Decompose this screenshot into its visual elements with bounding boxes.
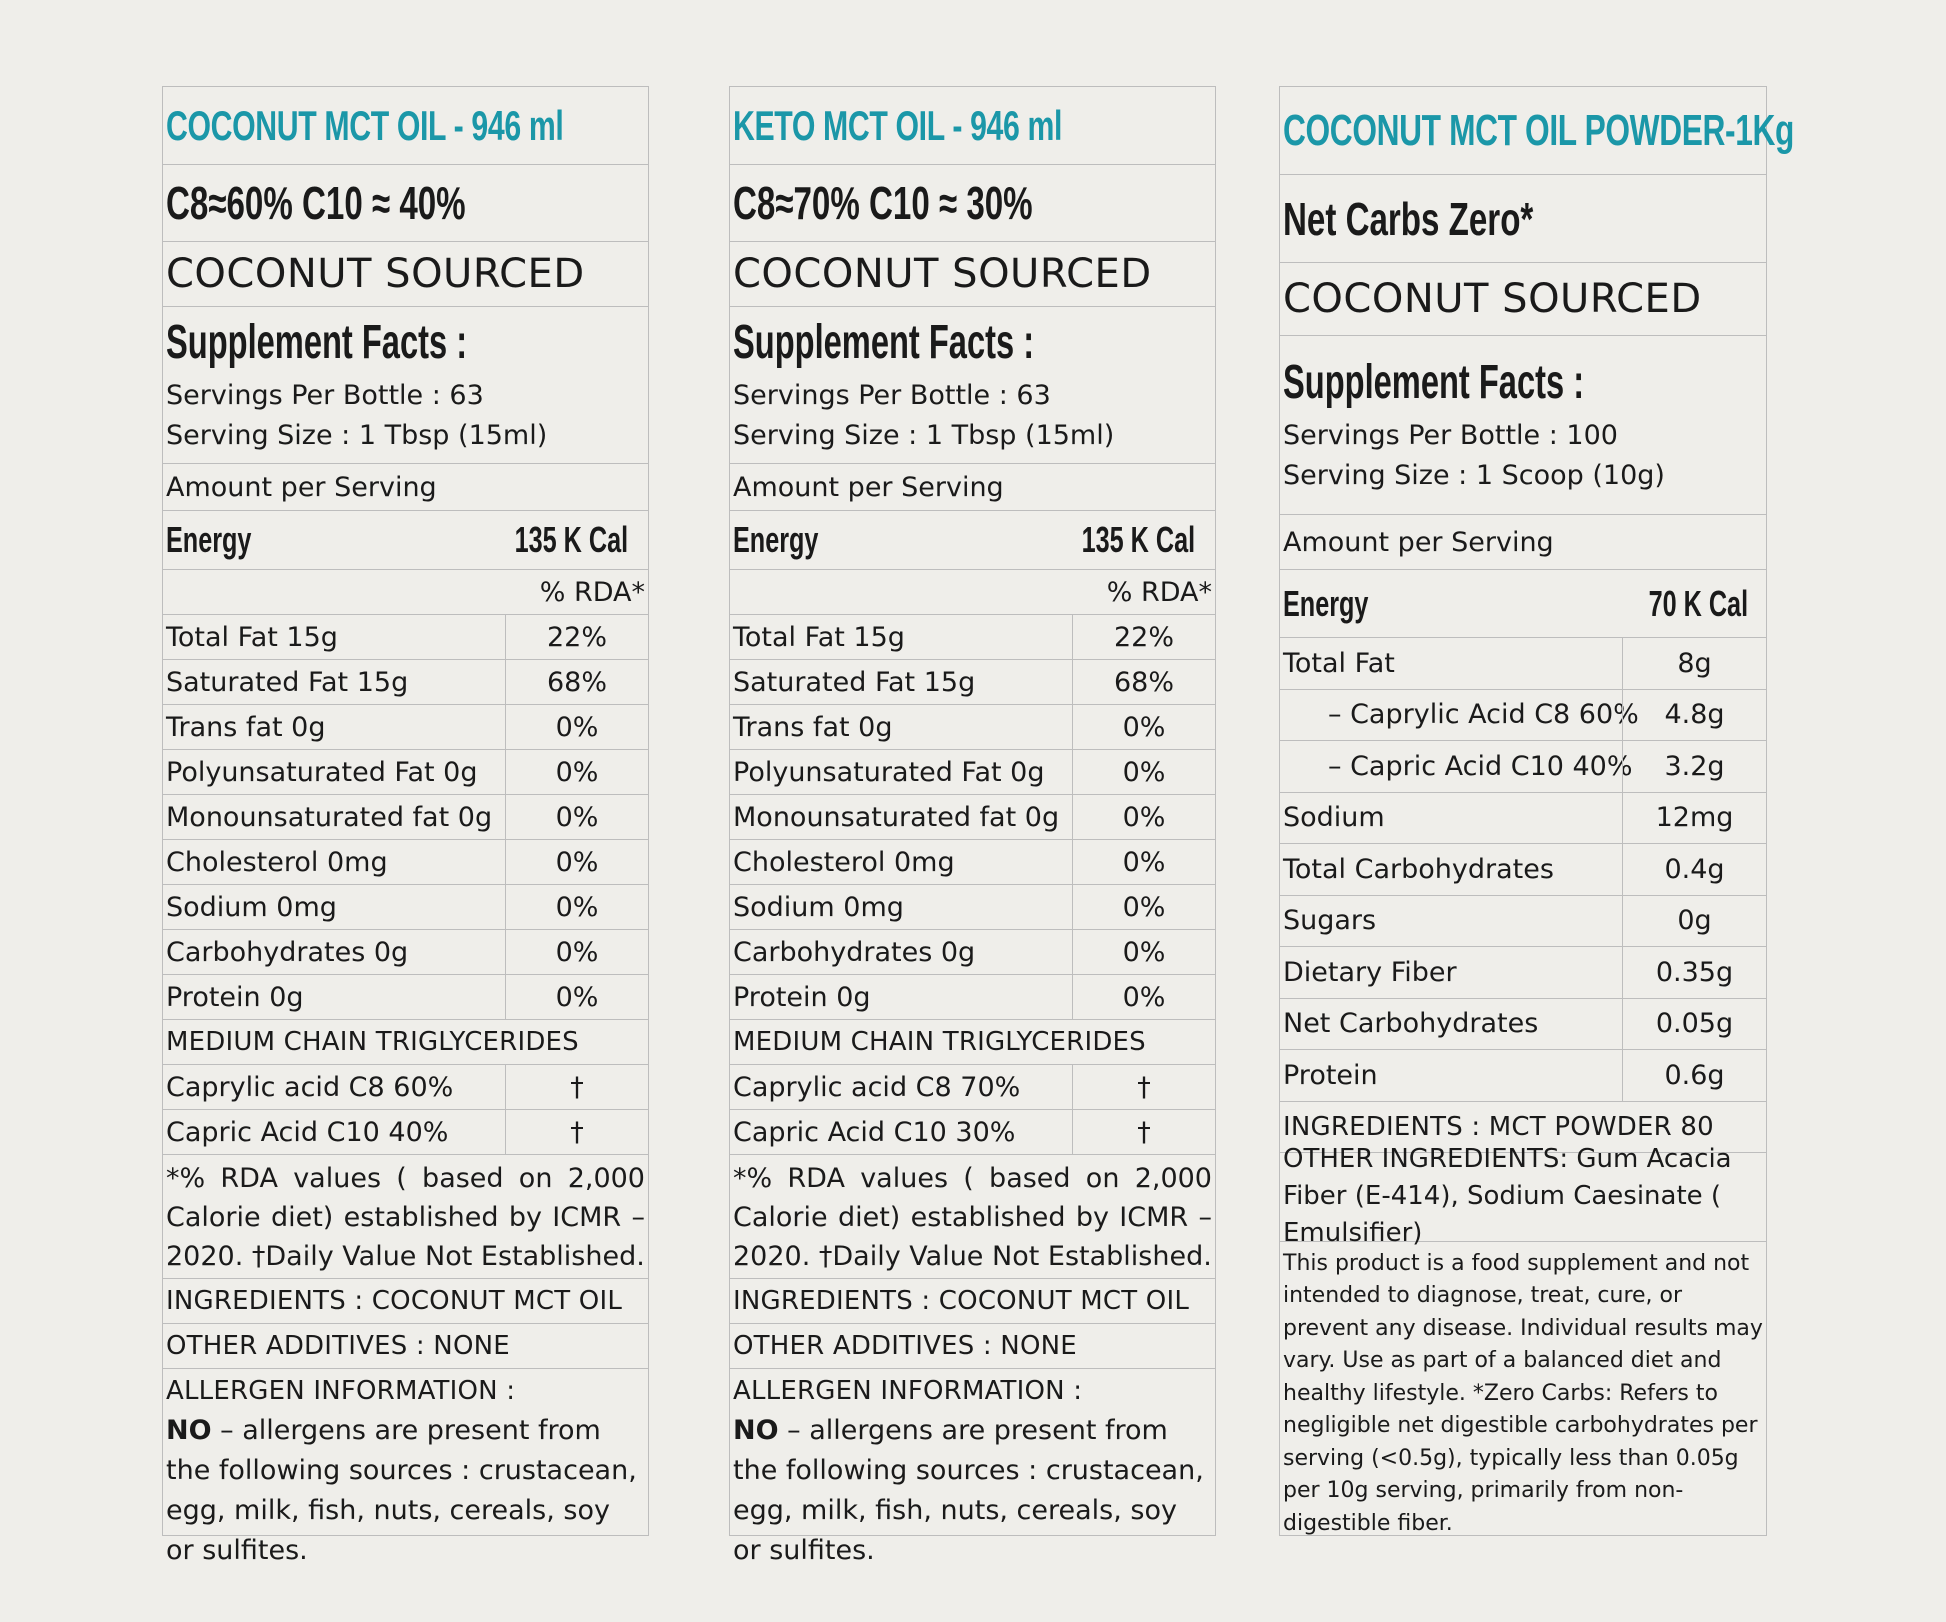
nutrient-name: Protein xyxy=(1283,1059,1378,1091)
dagger-mark: † xyxy=(1137,1116,1151,1148)
mct-row xyxy=(730,1110,1215,1155)
rda-note-row xyxy=(730,1155,1215,1279)
mct-name: Capric Acid C10 40% xyxy=(166,1116,449,1148)
nutrient-rda: 68% xyxy=(546,666,607,698)
mct-name: Caprylic acid C8 60% xyxy=(166,1071,454,1103)
serving-size: Serving Size : 1 Tbsp (15ml) xyxy=(166,419,548,451)
nutrient-row xyxy=(163,885,648,930)
allergen-statement xyxy=(733,1411,1212,1571)
disclaimer: This product is a food supplement and not intended to diagnose, treat, cure, or prevent any disease. Individual results may vary. Use as part of a balanced diet and healthy lifestyle. *Zero Carbs: Refers to negligible net digestible carbohydrates per serving (<0.5g), typically less than 0.05g per 10g serving, primarily from non-digestible fiber. xyxy=(1283,1250,1763,1536)
supplement-facts-block xyxy=(1280,336,1766,515)
panel-coconut-mct-oil-powder xyxy=(1279,86,1794,1536)
nutrient-row xyxy=(1280,844,1766,896)
allergen-heading: ALLERGEN INFORMATION : xyxy=(166,1376,516,1406)
panel-keto-mct-oil xyxy=(729,86,1216,1566)
nutrient-name: Total Carbohydrates xyxy=(1283,853,1554,885)
dagger-mark: † xyxy=(570,1116,584,1148)
nutrient-name: Saturated Fat 15g xyxy=(733,666,976,698)
energy-row xyxy=(1280,570,1766,638)
nutrient-row xyxy=(163,750,648,795)
rda-header: % RDA* xyxy=(1106,576,1212,608)
nutrient-row xyxy=(163,615,648,660)
energy-value: 135 K Cal xyxy=(1081,519,1195,560)
additives-row xyxy=(163,1324,648,1369)
rda-header-row xyxy=(730,570,1215,615)
c8-c10-ratio: C8≈70% C10 ≈ 30% xyxy=(733,177,1033,229)
mct-heading-row xyxy=(730,1020,1215,1065)
nutrient-rda: 0% xyxy=(555,711,599,743)
energy-row xyxy=(163,511,648,570)
nutrient-row xyxy=(163,930,648,975)
nutrient-row xyxy=(730,660,1215,705)
nutrient-rda: 0% xyxy=(555,801,599,833)
nutrient-rda: 0% xyxy=(555,936,599,968)
nutrient-name: Protein 0g xyxy=(166,981,304,1013)
nutrient-row xyxy=(730,750,1215,795)
mct-name: Capric Acid C10 30% xyxy=(733,1116,1016,1148)
energy-value: 70 K Cal xyxy=(1648,582,1748,624)
nutrient-name: Trans fat 0g xyxy=(166,711,326,743)
nutrient-rda: 0% xyxy=(1122,891,1166,923)
dagger-mark: † xyxy=(1137,1071,1151,1103)
nutrient-rda: 0% xyxy=(555,891,599,923)
nutrient-rda: 0% xyxy=(1122,981,1166,1013)
nutrient-rda: 0% xyxy=(1122,846,1166,878)
nutrient-name: Trans fat 0g xyxy=(733,711,893,743)
nutrient-name: Dietary Fiber xyxy=(1283,956,1457,988)
other-additives: OTHER ADDITIVES : NONE xyxy=(166,1331,510,1361)
allergen-statement xyxy=(166,1411,645,1571)
sourced-row xyxy=(730,242,1215,307)
mct-heading: MEDIUM CHAIN TRIGLYCERIDES xyxy=(166,1027,579,1057)
supplement-facts-heading: Supplement Facts : xyxy=(166,315,468,369)
amount-per-serving: Amount per Serving xyxy=(733,471,1004,503)
nutrient-amount: 12mg xyxy=(1655,802,1734,834)
servings-per-bottle: Servings Per Bottle : 100 xyxy=(1283,419,1618,451)
nutrient-row xyxy=(730,615,1215,660)
nutrient-row xyxy=(1280,690,1766,742)
serving-size: Serving Size : 1 Tbsp (15ml) xyxy=(733,419,1115,451)
net-carbs-row xyxy=(1280,175,1766,263)
rda-note: *% RDA values ( based on 2,000 Calorie diet) established by ICMR – 2020. †Daily Value Not Established. xyxy=(166,1163,645,1272)
mct-heading-row xyxy=(163,1020,648,1065)
nutrient-name: Sodium xyxy=(1283,802,1385,834)
nutrient-name: Cholesterol 0mg xyxy=(166,846,388,878)
nutrient-rda: 22% xyxy=(546,621,607,653)
nutrient-rda: 22% xyxy=(1113,621,1174,653)
nutrient-row xyxy=(163,660,648,705)
nutrient-amount: 0.35g xyxy=(1655,956,1734,988)
nutrient-row xyxy=(1280,947,1766,999)
nutrient-row xyxy=(1280,896,1766,948)
other-ingredients-row xyxy=(1280,1144,1766,1248)
ingredients: INGREDIENTS : COCONUT MCT OIL xyxy=(733,1286,1190,1316)
panel-coconut-mct-oil xyxy=(162,86,649,1566)
nutrient-name: Carbohydrates 0g xyxy=(166,936,409,968)
ingredients-row xyxy=(163,1279,648,1324)
dagger-mark: † xyxy=(570,1071,584,1103)
rda-note: *% RDA values ( based on 2,000 Calorie diet) established by ICMR – 2020. †Daily Value Not Established. xyxy=(733,1163,1212,1272)
nutrient-rda: 68% xyxy=(1113,666,1174,698)
allergen-text: – allergens are present from the following sources : crustacean, egg, milk, fish, nuts, cereals, soy or sulfites. xyxy=(166,1415,637,1566)
nutrient-rda: 0% xyxy=(555,756,599,788)
supplement-facts-block xyxy=(730,307,1215,464)
ratio-row xyxy=(730,165,1215,242)
energy-label: Energy xyxy=(166,519,252,560)
nutrient-rda: 0% xyxy=(1122,711,1166,743)
ingredients: INGREDIENTS : MCT POWDER 80 xyxy=(1283,1111,1714,1142)
servings-per-bottle: Servings Per Bottle : 63 xyxy=(166,379,484,411)
energy-value: 135 K Cal xyxy=(514,519,628,560)
product-title-row xyxy=(163,87,648,165)
nutrient-name: Total Fat xyxy=(1283,647,1395,679)
nutrient-name: Monounsaturated fat 0g xyxy=(733,801,1060,833)
additives-row xyxy=(730,1324,1215,1369)
nutrient-name: – Capric Acid C10 40% xyxy=(1328,750,1633,782)
nutrient-name: Cholesterol 0mg xyxy=(733,846,955,878)
nutrient-name: Monounsaturated fat 0g xyxy=(166,801,493,833)
nutrient-row xyxy=(730,840,1215,885)
serving-size: Serving Size : 1 Scoop (10g) xyxy=(1283,459,1665,491)
mct-row xyxy=(730,1065,1215,1110)
mct-row xyxy=(163,1110,648,1155)
product-title: COCONUT MCT OIL POWDER-1Kg xyxy=(1283,105,1794,155)
nutrient-name: Protein 0g xyxy=(733,981,871,1013)
mct-name: Caprylic acid C8 70% xyxy=(733,1071,1021,1103)
ingredients-row xyxy=(730,1279,1215,1324)
nutrient-rda: 0% xyxy=(555,981,599,1013)
amount-per-serving: Amount per Serving xyxy=(1283,526,1554,558)
nutrient-row xyxy=(730,885,1215,930)
nutrient-row xyxy=(1280,638,1766,690)
c8-c10-ratio: C8≈60% C10 ≈ 40% xyxy=(166,177,466,229)
allergen-block xyxy=(730,1369,1215,1566)
nutrient-name: Total Fat 15g xyxy=(733,621,905,653)
nutrient-rda: 0% xyxy=(1122,936,1166,968)
allergen-no: NO xyxy=(733,1415,779,1446)
nutrient-row xyxy=(1280,793,1766,845)
sourced-row xyxy=(163,242,648,307)
amount-per-serving-row xyxy=(1280,515,1766,570)
ratio-row xyxy=(163,165,648,242)
product-title: KETO MCT OIL - 946 ml xyxy=(733,101,1063,149)
supplement-facts-block xyxy=(163,307,648,464)
nutrient-rda: 0% xyxy=(555,846,599,878)
other-ingredients: OTHER INGREDIENTS: Gum Acacia Fiber (E-414), Sodium Caesinate ( Emulsifier) xyxy=(1283,1144,1732,1248)
disclaimer-row xyxy=(1280,1242,1766,1537)
allergen-no: NO xyxy=(166,1415,212,1446)
energy-label: Energy xyxy=(733,519,819,560)
nutrient-amount: 4.8g xyxy=(1664,699,1725,731)
amount-per-serving-row xyxy=(163,464,648,511)
nutrient-name: – Caprylic Acid C8 60% xyxy=(1328,699,1639,731)
nutrient-amount: 3.2g xyxy=(1664,750,1725,782)
nutrient-row xyxy=(730,930,1215,975)
nutrient-row xyxy=(163,795,648,840)
nutrient-row xyxy=(163,840,648,885)
servings-per-bottle: Servings Per Bottle : 63 xyxy=(733,379,1051,411)
other-additives: OTHER ADDITIVES : NONE xyxy=(733,1331,1077,1361)
nutrient-name: Sodium 0mg xyxy=(166,891,337,923)
nutrient-amount: 8g xyxy=(1677,647,1712,679)
rda-header-row xyxy=(163,570,648,615)
nutrient-rda: 0% xyxy=(1122,801,1166,833)
supplement-facts-heading: Supplement Facts : xyxy=(1283,355,1585,409)
nutrient-row xyxy=(163,975,648,1020)
energy-label: Energy xyxy=(1283,582,1369,624)
nutrient-name: Total Fat 15g xyxy=(166,621,338,653)
nutrient-name: Carbohydrates 0g xyxy=(733,936,976,968)
sourced-row xyxy=(1280,263,1766,336)
rda-note-row xyxy=(163,1155,648,1279)
nutrient-amount: 0.4g xyxy=(1664,853,1725,885)
product-title-row xyxy=(1280,87,1794,175)
nutrient-amount: 0.6g xyxy=(1664,1059,1725,1091)
coconut-sourced: COCONUT SOURCED xyxy=(1283,276,1702,322)
net-carbs-zero: Net Carbs Zero* xyxy=(1283,192,1534,245)
nutrient-name: Sugars xyxy=(1283,905,1377,937)
nutrient-name: Net Carbohydrates xyxy=(1283,1008,1539,1040)
nutrient-row xyxy=(1280,999,1766,1051)
rda-header: % RDA* xyxy=(539,576,645,608)
energy-row xyxy=(730,511,1215,570)
supplement-facts-heading: Supplement Facts : xyxy=(733,315,1035,369)
mct-row xyxy=(163,1065,648,1110)
nutrient-row xyxy=(1280,741,1766,793)
allergen-text: – allergens are present from the following sources : crustacean, egg, milk, fish, nuts, cereals, soy or sulfites. xyxy=(733,1415,1204,1566)
nutrient-row xyxy=(730,795,1215,840)
coconut-sourced: COCONUT SOURCED xyxy=(166,251,585,297)
nutrient-amount: 0g xyxy=(1677,905,1712,937)
mct-heading: MEDIUM CHAIN TRIGLYCERIDES xyxy=(733,1027,1146,1057)
product-title: COCONUT MCT OIL - 946 ml xyxy=(166,101,564,149)
allergen-block xyxy=(163,1369,648,1566)
nutrient-name: Sodium 0mg xyxy=(733,891,904,923)
allergen-heading: ALLERGEN INFORMATION : xyxy=(733,1376,1083,1406)
nutrient-amount: 0.05g xyxy=(1655,1008,1734,1040)
coconut-sourced: COCONUT SOURCED xyxy=(733,251,1152,297)
nutrient-row xyxy=(1280,1050,1766,1102)
nutrient-name: Polyunsaturated Fat 0g xyxy=(733,756,1045,788)
product-title-row xyxy=(730,87,1215,165)
nutrient-name: Polyunsaturated Fat 0g xyxy=(166,756,478,788)
nutrient-name: Saturated Fat 15g xyxy=(166,666,409,698)
ingredients: INGREDIENTS : COCONUT MCT OIL xyxy=(166,1286,623,1316)
nutrient-row xyxy=(730,975,1215,1020)
nutrient-row xyxy=(163,705,648,750)
nutrient-rda: 0% xyxy=(1122,756,1166,788)
amount-per-serving: Amount per Serving xyxy=(166,471,437,503)
nutrient-row xyxy=(730,705,1215,750)
amount-per-serving-row xyxy=(730,464,1215,511)
